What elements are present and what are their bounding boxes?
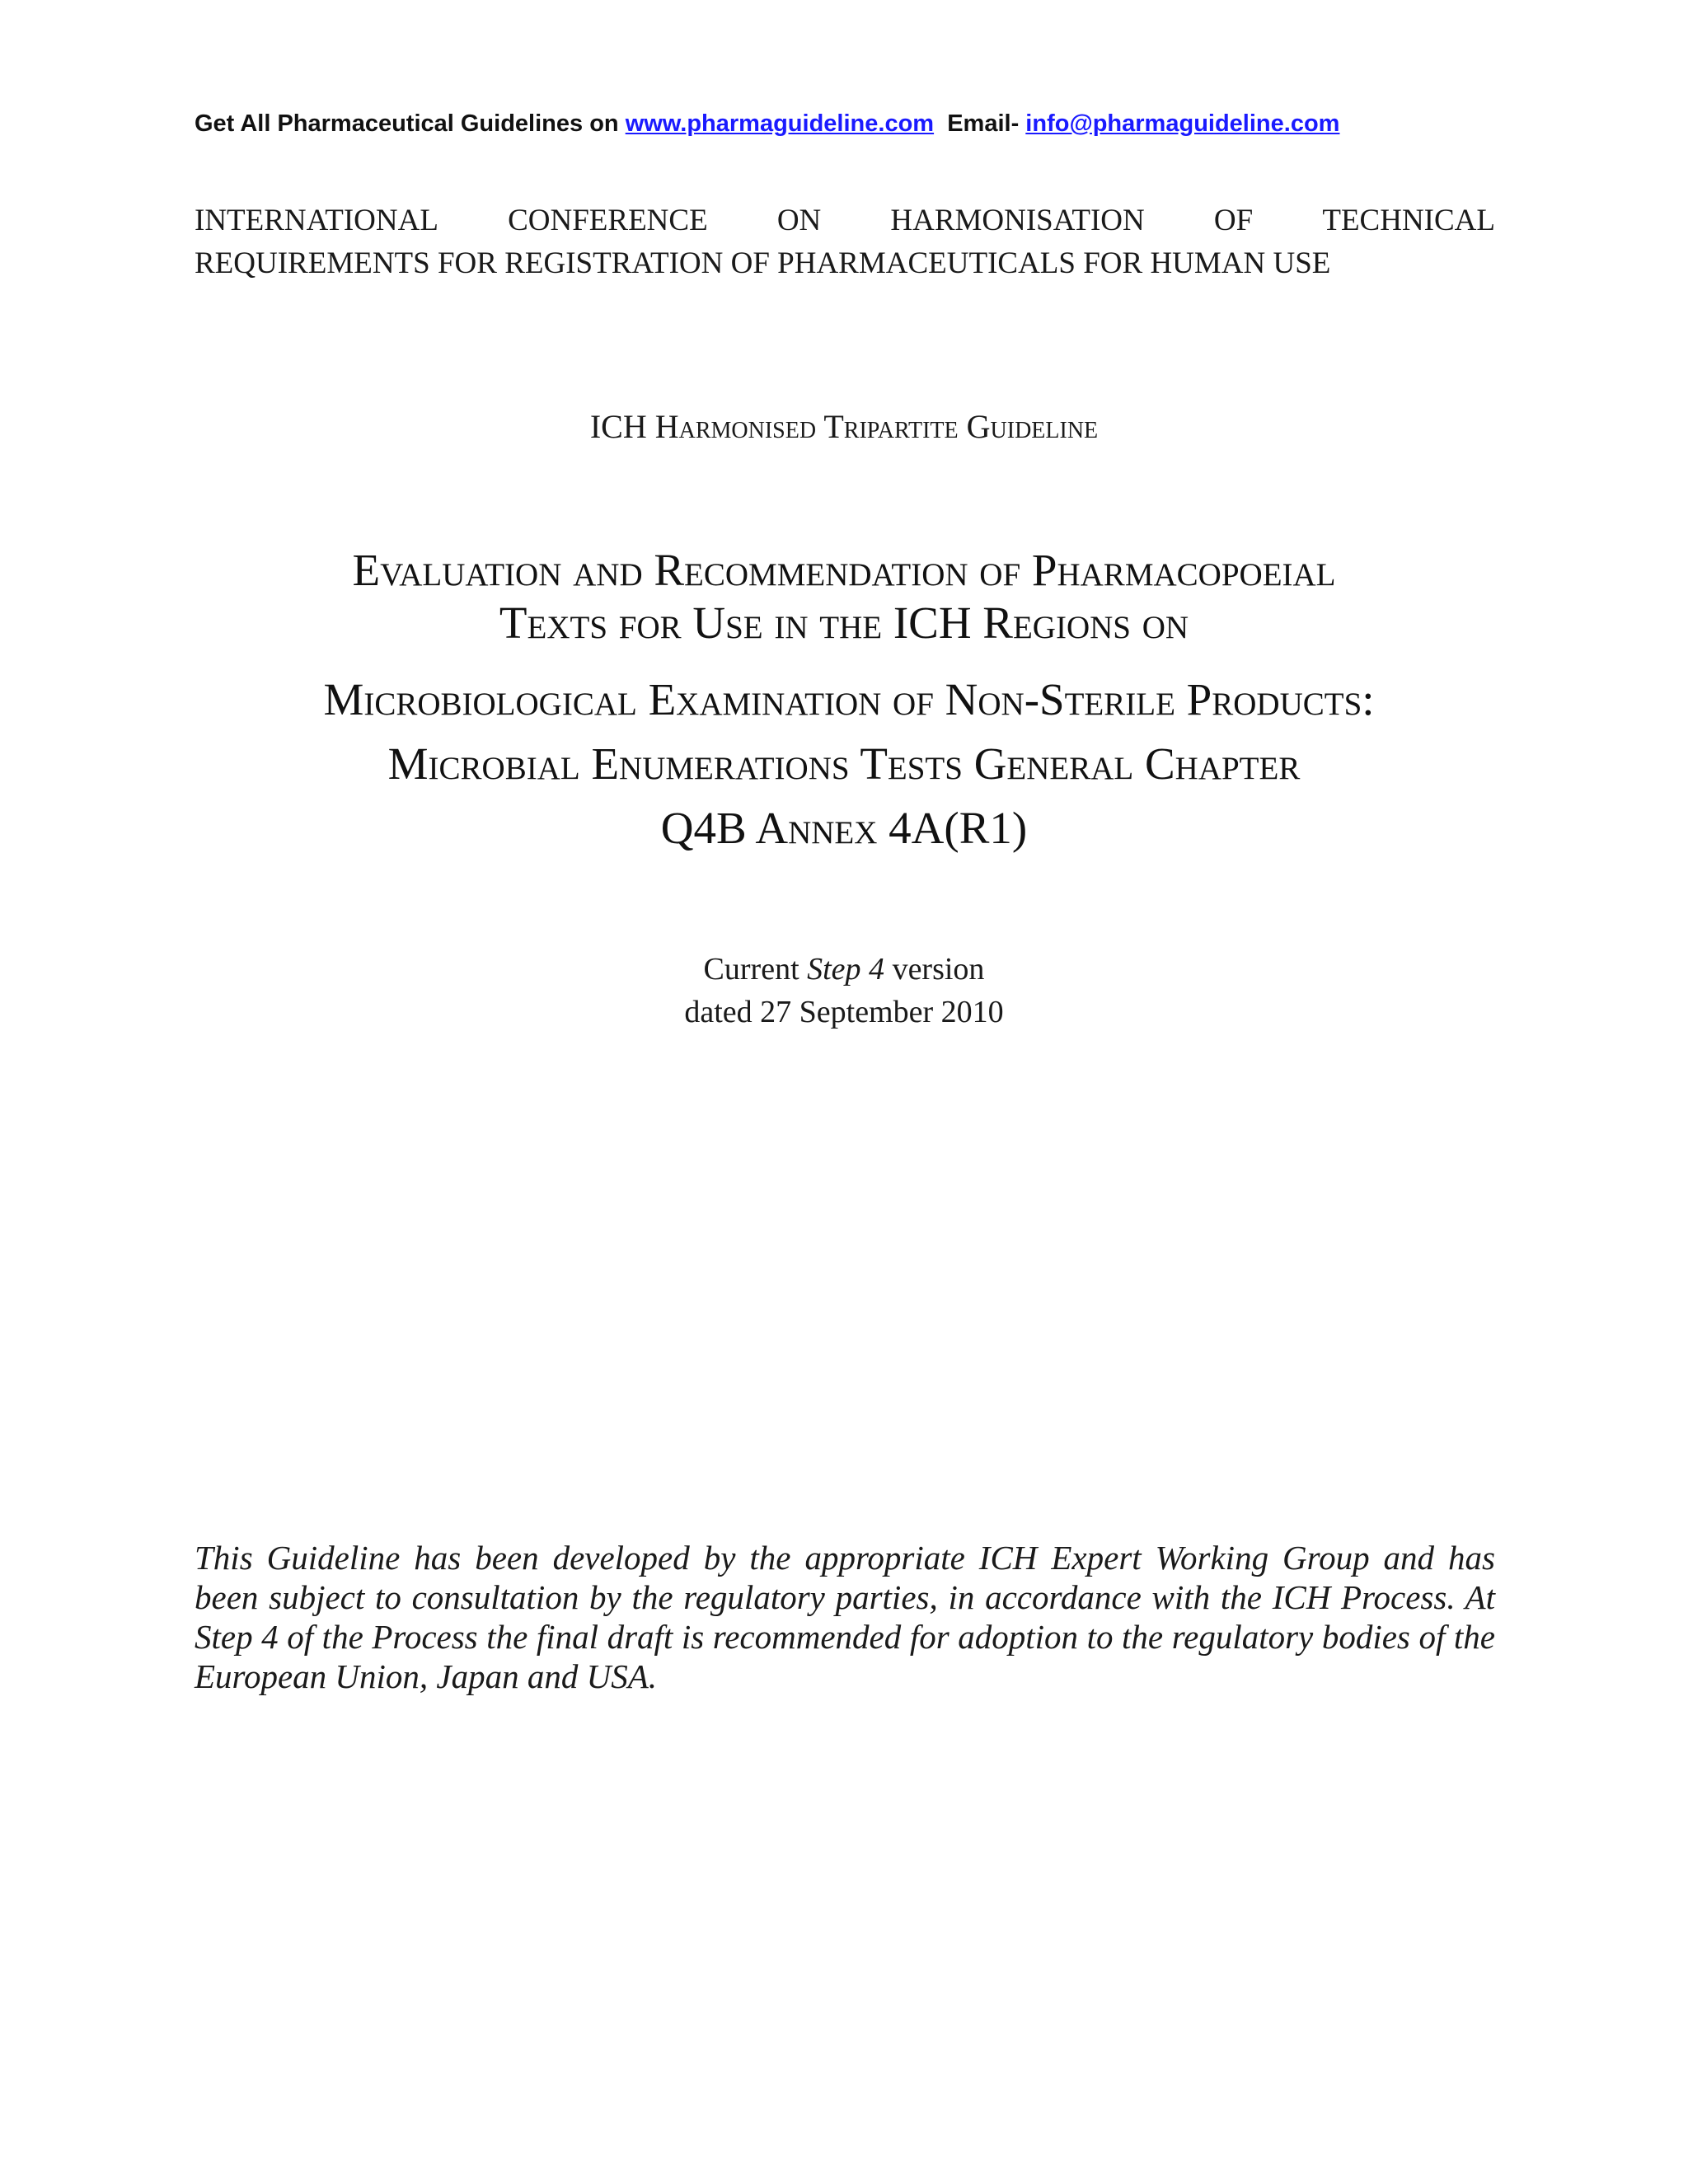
email-label: Email- [947, 110, 1026, 137]
title-line: Microbial Enumerations Tests General Chapter [387, 738, 1301, 789]
guideline-type: ICH Harmonised Tripartite Guideline [589, 408, 1099, 445]
conference-line-1 [195, 199, 1495, 242]
title-line: Q4B Annex 4A(R1) [660, 803, 1028, 853]
conference-word: INTERNATIONAL [195, 204, 438, 237]
conference-word: CONFERENCE [508, 204, 708, 237]
website-link[interactable]: www.pharmaguideline.com [625, 110, 935, 137]
version-line [0, 948, 1688, 991]
version-suffix: version [884, 952, 985, 987]
version-date: dated 27 September 2010 [684, 995, 1004, 1029]
email-link[interactable]: info@pharmaguideline.com [1025, 110, 1340, 137]
conference-heading [195, 199, 1495, 285]
promo-prefix: Get All Pharmaceutical Guidelines on [195, 110, 626, 137]
conference-word: OF [1213, 204, 1254, 237]
version-prefix: Current [703, 952, 808, 987]
conference-line-2: REQUIREMENTS FOR REGISTRATION OF PHARMACEUTICALS FOR HUMAN USE [195, 246, 1331, 280]
version-step: Step 4 [807, 952, 885, 987]
title-line: Texts for Use in the ICH Regions on [499, 598, 1189, 648]
document-title [0, 544, 1688, 860]
title-line: Evaluation and Recommendation of Pharmacopoeial [352, 545, 1336, 595]
promo-header [195, 110, 1513, 138]
conference-word: HARMONISATION [890, 204, 1145, 237]
version-info [0, 948, 1688, 1033]
conference-word: TECHNICAL [1322, 204, 1495, 237]
title-line: Microbiological Examination of Non-Sterile Products: [323, 674, 1375, 724]
conference-word: ON [776, 204, 822, 237]
guideline-note: This Guideline has been developed by the appropriate ICH Expert Working Group and has been subject to consultation by the regulatory parties, in accordance with the ICH Process. At Step 4 of the Process the final draft is recommended for adoption to the regulatory bodies of the European Union, Japan and USA. [195, 1539, 1495, 1695]
